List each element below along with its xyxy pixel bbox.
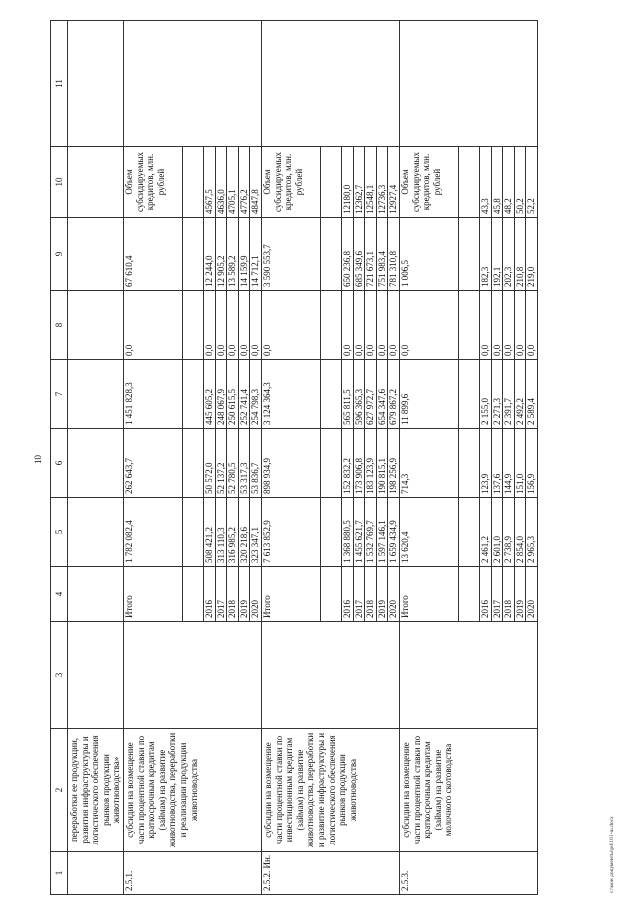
year-c5: 316 985,2 xyxy=(227,498,239,567)
item-code: 2.5.1. xyxy=(123,852,261,895)
year-c6: 123,9 xyxy=(479,429,491,498)
year-c10: 4705,1 xyxy=(227,147,239,218)
item-name: субсидии на возмещение части процентной ставки по инвестиционным кредитам (займам) на развитие животноводства, переработки и развитие инфраструктуры и логистического обеспечения рынков продукции животноводства xyxy=(261,729,399,852)
empty-cell xyxy=(458,291,479,360)
table-row-total xyxy=(399,21,458,895)
year-c7: 654 347,6 xyxy=(376,360,388,429)
year-c10: 45,8 xyxy=(491,147,503,218)
year-c7: 2 391,7 xyxy=(503,360,515,429)
empty-cell xyxy=(458,360,479,429)
year-c10: 4567,5 xyxy=(203,147,215,218)
year-c6: 53 317,3 xyxy=(238,429,250,498)
empty-cell xyxy=(320,218,341,291)
year-c4: 2016 xyxy=(203,567,215,622)
item-code: 2.5.3. xyxy=(399,852,537,895)
column-number-7: 7 xyxy=(51,360,68,429)
year-c5: 1 532 769,7 xyxy=(365,498,377,567)
year-c9: 781 310,8 xyxy=(388,218,400,291)
column-number-11: 11 xyxy=(51,21,68,147)
year-c7: 2 589,4 xyxy=(526,360,538,429)
item-name: субсидии на возмещение части процентной ставки по краткосрочным кредитам (займам) на развитие животноводства, переработки и реализации продукции животноводства xyxy=(123,729,261,852)
column-number-4: 4 xyxy=(51,567,68,622)
year-c7: 250 615,5 xyxy=(227,360,239,429)
empty-cell xyxy=(182,498,203,567)
header-row xyxy=(51,21,68,895)
year-c5: 1 368 880,5 xyxy=(341,498,353,567)
year-c6: 50 572,0 xyxy=(203,429,215,498)
total-c8: 0,0 xyxy=(123,291,182,360)
empty-cell xyxy=(68,291,124,360)
total-c5: 1 782 082,4 xyxy=(123,498,182,567)
page-number: 10 xyxy=(33,455,43,464)
year-c5: 2 965,3 xyxy=(526,498,538,567)
total-c6: 262 643,7 xyxy=(123,429,182,498)
year-c5: 2 601,0 xyxy=(491,498,503,567)
total-c9: 1 006,5 xyxy=(399,218,458,291)
empty-cell xyxy=(458,147,479,218)
year-c9: 751 983,4 xyxy=(376,218,388,291)
table-row xyxy=(68,21,124,895)
table-row-total xyxy=(123,21,182,895)
year-c10: 50,2 xyxy=(514,147,526,218)
empty-cell xyxy=(123,21,261,147)
year-c5: 2 854,0 xyxy=(514,498,526,567)
year-c9: 192,1 xyxy=(491,218,503,291)
indicator-label: Объем субсидируемых кредитов, млн. рублей xyxy=(399,147,458,218)
empty-cell xyxy=(182,567,203,622)
empty-cell xyxy=(68,567,124,622)
total-c7: 11 899,6 xyxy=(399,360,458,429)
total-c5: 7 613 852,9 xyxy=(261,498,320,567)
column-number-5: 5 xyxy=(51,498,68,567)
year-c9: 685 349,6 xyxy=(353,218,365,291)
year-c4: 2019 xyxy=(514,567,526,622)
year-c6: 151,0 xyxy=(514,429,526,498)
year-c8: 0,0 xyxy=(365,291,377,360)
year-c9: 13 589,2 xyxy=(227,218,239,291)
year-c4: 2020 xyxy=(526,567,538,622)
year-c7: 565 811,5 xyxy=(341,360,353,429)
year-c4: 2017 xyxy=(491,567,503,622)
empty-cell xyxy=(320,429,341,498)
total-c8: 0,0 xyxy=(261,291,320,360)
year-c10: 48,2 xyxy=(503,147,515,218)
column-number-1: 1 xyxy=(51,852,68,895)
file-path-footer: c:\мои документы\pd\101-ш.docx xyxy=(609,816,615,893)
year-c8: 0,0 xyxy=(514,291,526,360)
column-number-10: 10 xyxy=(51,147,68,218)
total-label: Итого xyxy=(399,567,458,622)
year-c10: 12927,4 xyxy=(388,147,400,218)
year-c8: 0,0 xyxy=(491,291,503,360)
empty-cell xyxy=(68,147,124,218)
year-c8: 0,0 xyxy=(388,291,400,360)
empty-cell xyxy=(458,429,479,498)
column-number-3: 3 xyxy=(51,622,68,729)
year-c8: 0,0 xyxy=(376,291,388,360)
year-c6: 190 815,1 xyxy=(376,429,388,498)
year-c5: 2 738,9 xyxy=(503,498,515,567)
year-c7: 248 067,9 xyxy=(215,360,227,429)
year-c7: 2 155,0 xyxy=(479,360,491,429)
empty-cell xyxy=(320,498,341,567)
total-c7: 1 451 828,3 xyxy=(123,360,182,429)
year-c8: 0,0 xyxy=(227,291,239,360)
item-name: субсидии на возмещение части процентной ставки по краткосрочным кредитам (займам) на развитие молочного скотоводства xyxy=(399,729,537,852)
total-c7: 3 124 364,3 xyxy=(261,360,320,429)
year-c8: 0,0 xyxy=(250,291,262,360)
year-c4: 2016 xyxy=(341,567,353,622)
year-c7: 252 741,4 xyxy=(238,360,250,429)
year-c9: 182,3 xyxy=(479,218,491,291)
year-c8: 0,0 xyxy=(353,291,365,360)
empty-cell xyxy=(320,360,341,429)
total-c8: 0,0 xyxy=(399,291,458,360)
year-c7: 2 492,2 xyxy=(514,360,526,429)
year-c6: 198 256,9 xyxy=(388,429,400,498)
column-number-8: 8 xyxy=(51,291,68,360)
year-c8: 0,0 xyxy=(215,291,227,360)
year-c9: 210,8 xyxy=(514,218,526,291)
empty-cell xyxy=(320,567,341,622)
empty-cell xyxy=(458,567,479,622)
empty-cell xyxy=(320,147,341,218)
empty-cell xyxy=(68,429,124,498)
year-c6: 52 780,5 xyxy=(227,429,239,498)
indicator-label: Объем субсидируемых кредитов, млн. рублей xyxy=(123,147,182,218)
year-c9: 721 673,1 xyxy=(365,218,377,291)
year-c4: 2016 xyxy=(479,567,491,622)
empty-cell xyxy=(399,622,537,729)
year-c8: 0,0 xyxy=(503,291,515,360)
column-number-9: 9 xyxy=(51,218,68,291)
empty-cell xyxy=(182,291,203,360)
year-c10: 4636,0 xyxy=(215,147,227,218)
year-c4: 2018 xyxy=(227,567,239,622)
empty-cell xyxy=(68,498,124,567)
total-c9: 67 610,4 xyxy=(123,218,182,291)
year-c4: 2017 xyxy=(215,567,227,622)
year-c7: 445 605,2 xyxy=(203,360,215,429)
year-c9: 12 244,0 xyxy=(203,218,215,291)
year-c5: 2 461,2 xyxy=(479,498,491,567)
year-c6: 137,6 xyxy=(491,429,503,498)
empty-cell xyxy=(261,21,399,147)
year-c9: 202,3 xyxy=(503,218,515,291)
year-c4: 2018 xyxy=(503,567,515,622)
year-c7: 679 867,2 xyxy=(388,360,400,429)
year-c10: 12548,1 xyxy=(365,147,377,218)
empty-cell xyxy=(182,360,203,429)
year-c7: 2 271,3 xyxy=(491,360,503,429)
total-label: Итого xyxy=(261,567,320,622)
year-c7: 254 798,3 xyxy=(250,360,262,429)
empty-cell xyxy=(68,852,124,895)
program-table xyxy=(50,20,538,895)
year-c9: 14 159,9 xyxy=(238,218,250,291)
year-c10: 12736,3 xyxy=(376,147,388,218)
year-c7: 627 972,7 xyxy=(365,360,377,429)
year-c8: 0,0 xyxy=(238,291,250,360)
year-c6: 183 123,9 xyxy=(365,429,377,498)
year-c4: 2020 xyxy=(388,567,400,622)
year-c10: 12362,7 xyxy=(353,147,365,218)
year-c10: 4776,2 xyxy=(238,147,250,218)
year-c8: 0,0 xyxy=(526,291,538,360)
year-c4: 2019 xyxy=(238,567,250,622)
total-c6: 898 934,9 xyxy=(261,429,320,498)
year-c5: 1 597 146,1 xyxy=(376,498,388,567)
total-c6: 714,3 xyxy=(399,429,458,498)
year-c6: 144,9 xyxy=(503,429,515,498)
year-c6: 52 137,2 xyxy=(215,429,227,498)
empty-cell xyxy=(458,498,479,567)
total-c5: 13 620,4 xyxy=(399,498,458,567)
year-c5: 1 455 621,7 xyxy=(353,498,365,567)
item-code: 2.5.2. Ин. xyxy=(261,852,399,895)
year-c10: 4847,8 xyxy=(250,147,262,218)
column-number-2: 2 xyxy=(51,729,68,852)
year-c9: 650 236,8 xyxy=(341,218,353,291)
total-label: Итого xyxy=(123,567,182,622)
empty-cell xyxy=(68,218,124,291)
year-c8: 0,0 xyxy=(341,291,353,360)
year-c4: 2018 xyxy=(365,567,377,622)
year-c6: 152 832,2 xyxy=(341,429,353,498)
year-c9: 12 905,2 xyxy=(215,218,227,291)
year-c4: 2019 xyxy=(376,567,388,622)
empty-cell xyxy=(68,360,124,429)
empty-cell xyxy=(320,291,341,360)
year-c5: 323 347,1 xyxy=(250,498,262,567)
column-number-6: 6 xyxy=(51,429,68,498)
program-name: переработки ее продукции, развития инфраструктуры и логистического обеспечения рынков продукции животноводства» xyxy=(68,729,124,852)
year-c5: 1 659 434,9 xyxy=(388,498,400,567)
empty-cell xyxy=(182,147,203,218)
year-c8: 0,0 xyxy=(479,291,491,360)
year-c6: 173 906,8 xyxy=(353,429,365,498)
empty-cell xyxy=(123,622,261,729)
year-c6: 53 836,7 xyxy=(250,429,262,498)
year-c10: 43,3 xyxy=(479,147,491,218)
year-c4: 2020 xyxy=(250,567,262,622)
table-row-total xyxy=(261,21,320,895)
total-c9: 3 590 553,7 xyxy=(261,218,320,291)
indicator-label: Объем субсидируемых кредитов, млн. рублей xyxy=(261,147,320,218)
empty-cell xyxy=(182,218,203,291)
year-c4: 2017 xyxy=(353,567,365,622)
year-c5: 508 421,2 xyxy=(203,498,215,567)
empty-cell xyxy=(182,429,203,498)
year-c7: 596 365,3 xyxy=(353,360,365,429)
year-c9: 219,0 xyxy=(526,218,538,291)
year-c5: 313 110,3 xyxy=(215,498,227,567)
year-c10: 52,2 xyxy=(526,147,538,218)
empty-cell xyxy=(68,622,124,729)
year-c8: 0,0 xyxy=(203,291,215,360)
empty-cell xyxy=(261,622,399,729)
empty-cell xyxy=(399,21,537,147)
year-c9: 14 712,1 xyxy=(250,218,262,291)
year-c5: 320 218,6 xyxy=(238,498,250,567)
year-c10: 12180,0 xyxy=(341,147,353,218)
empty-cell xyxy=(68,21,124,147)
year-c6: 156,9 xyxy=(526,429,538,498)
empty-cell xyxy=(458,218,479,291)
